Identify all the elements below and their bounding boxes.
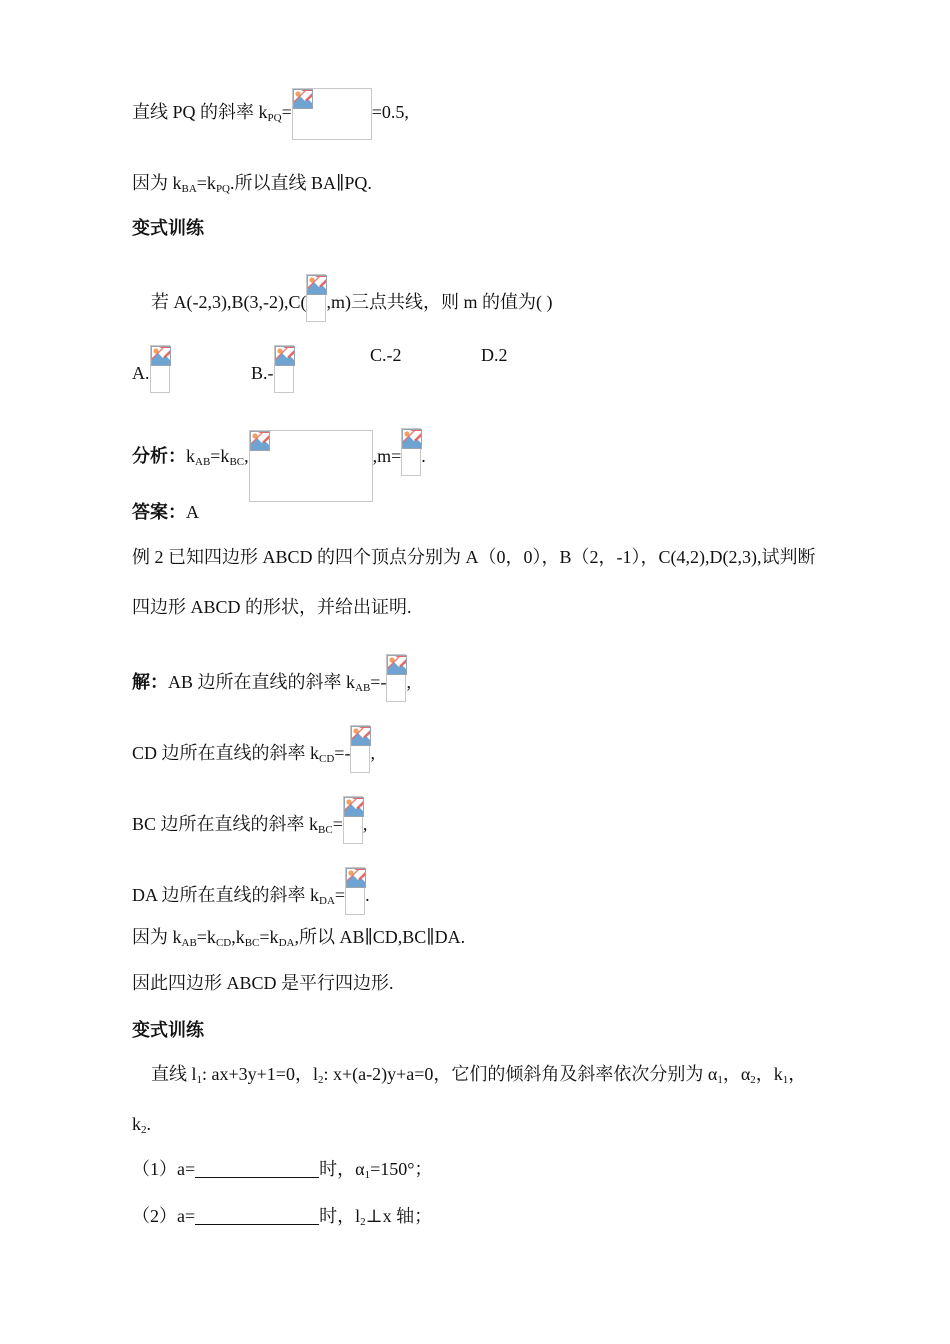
section-heading: 变式训练 xyxy=(132,218,204,238)
example-2-line-2: 四边形 ABCD 的形状，并给出证明. xyxy=(132,597,412,617)
formula-image xyxy=(343,796,363,844)
solution-ab-slope: 解：AB 边所在直线的斜率 $k_{AB}=-$ , xyxy=(132,654,411,702)
formula-image xyxy=(249,430,373,502)
lines-question-line-2: $k_2$. xyxy=(132,1114,151,1136)
broken-image-icon xyxy=(351,726,371,746)
example-2-line-1: 例 2 已知四边形 ABCD 的四个顶点分别为 A（0，0），B（2，-1），C(4,2),D(2,3),试判断 xyxy=(132,547,816,567)
sub-question-2: （2）a= 时，$l_2\perp x$ 轴； xyxy=(132,1206,433,1228)
section-heading-2: 变式训练 xyxy=(132,1020,204,1040)
option-c[interactable]: C.-2 xyxy=(370,345,402,365)
slope-pq-line: 直线 PQ 的斜率 $k_{PQ}=$ =0.5, xyxy=(132,88,409,140)
broken-image-icon xyxy=(387,655,407,675)
broken-image-icon xyxy=(346,868,366,888)
option-d[interactable]: D.2 xyxy=(481,345,508,365)
analysis-line: 分析：$k_{AB}=k_{BC}$, ,m= . xyxy=(132,428,426,502)
broken-image-icon xyxy=(250,431,270,451)
broken-image-icon xyxy=(151,346,171,366)
sub-question-1: （1）a= 时，$\alpha_1=150^\circ$； xyxy=(132,1159,433,1181)
formula-image xyxy=(150,345,170,393)
answer-blank[interactable] xyxy=(195,1159,319,1178)
answer-line: 答案：A xyxy=(132,502,199,522)
broken-image-icon xyxy=(402,429,422,449)
option-a[interactable]: A. xyxy=(132,345,170,393)
broken-image-icon xyxy=(344,797,364,817)
lines-question-line-1: 直线 $l_1$: ax+3y+1=0，$l_2$: x+(a-2)y+a=0，它们的倾斜角及斜率依次分别为 $\alpha_1$，$\alpha_2$，$k_1$， xyxy=(151,1064,807,1086)
formula-image xyxy=(386,654,406,702)
broken-image-icon xyxy=(293,89,313,109)
parallel-statement: 因为 $k_{BA}=k_{PQ}$.所以直线 BA∥PQ. xyxy=(132,173,372,195)
solution-da-slope: DA 边所在直线的斜率 $k_{DA}=$ . xyxy=(132,867,370,915)
formula-image xyxy=(401,428,421,476)
solution-cd-slope: CD 边所在直线的斜率 $k_{CD}=-$ , xyxy=(132,725,375,773)
formula-image xyxy=(350,725,370,773)
formula-image xyxy=(292,88,372,140)
option-b[interactable]: B.- xyxy=(251,345,294,393)
answer-blank[interactable] xyxy=(195,1206,319,1225)
broken-image-icon xyxy=(307,275,327,295)
conclusion-parallel: 因为 $k_{AB}=k_{CD},k_{BC}=k_{DA}$,所以 AB∥CD,BC∥DA. xyxy=(132,927,466,949)
conclusion-parallelogram: 因此四边形 ABCD 是平行四边形. xyxy=(132,973,394,993)
collinear-question: 若 A(-2,3),B(3,-2),C( ,m)三点共线，则 m 的值为( ) xyxy=(151,274,552,322)
solution-bc-slope: BC 边所在直线的斜率 $k_{BC}=$ , xyxy=(132,796,367,844)
formula-image xyxy=(274,345,294,393)
formula-image xyxy=(306,274,326,322)
formula-image xyxy=(345,867,365,915)
broken-image-icon xyxy=(275,346,295,366)
